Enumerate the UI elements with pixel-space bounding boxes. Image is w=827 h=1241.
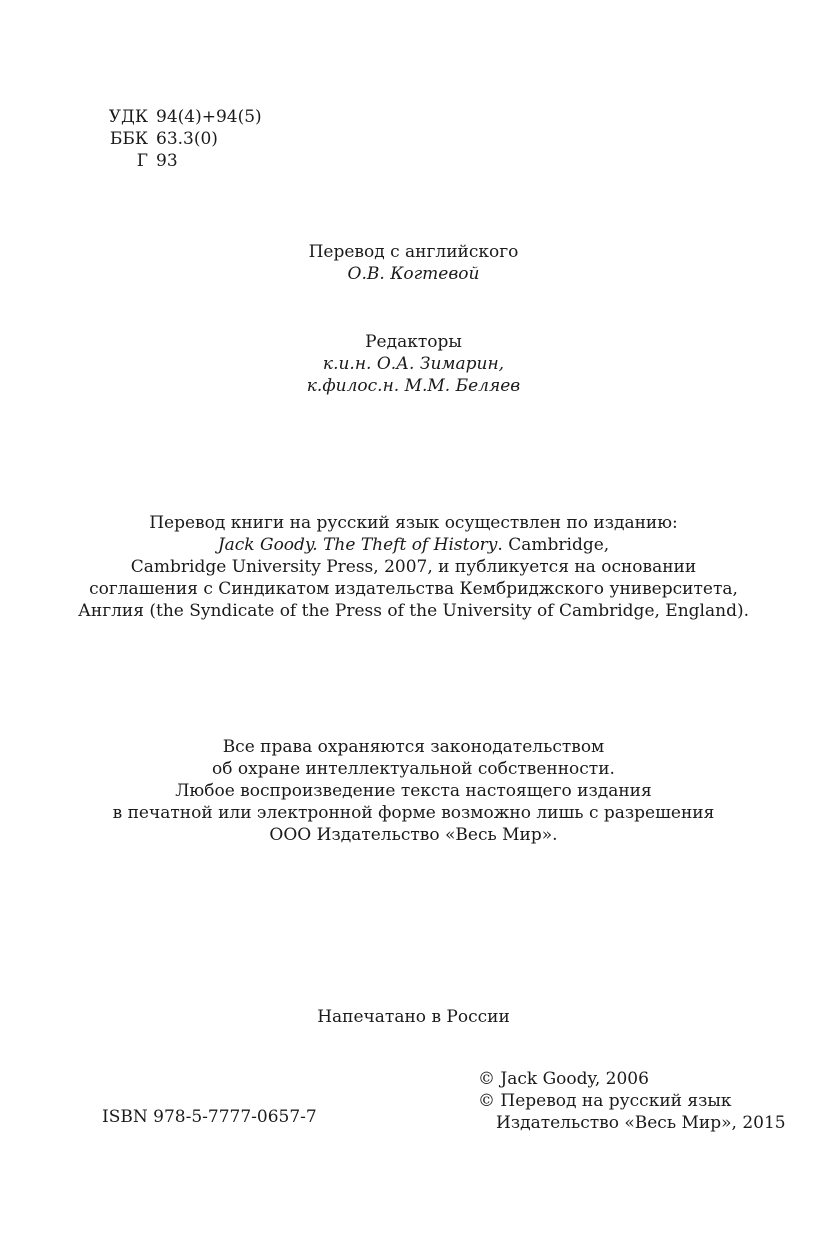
author-mark-label: Г	[136, 151, 148, 171]
copyright-notice	[478, 1068, 786, 1134]
author-mark-row	[102, 150, 262, 172]
source-line: Англия (the Syndicate of the Press of the University of Cambridge, England).	[77, 601, 749, 621]
source-title: Jack Goody. The Theft of History	[217, 535, 498, 555]
printed-in-text: Напечатано в России	[317, 1007, 510, 1027]
rights-line: Все права охраняются законодательством	[222, 737, 605, 757]
source-line: Перевод книги на русский язык осуществлен по изданию:	[149, 513, 678, 533]
bbk-value: 63.3(0)	[156, 129, 218, 149]
source-line: соглашения с Синдикатом издательства Кембриджского университета,	[89, 579, 738, 599]
rights-line: Любое воспроизведение текста настоящего издания	[175, 781, 652, 801]
editor-name: к.филос.н. М.М. Беляев	[306, 376, 521, 396]
bbk-label: ББК	[109, 129, 148, 149]
isbn-text: ISBN 978-5-7777-0657-7	[102, 1107, 317, 1127]
rights-notice	[0, 736, 827, 846]
editors-credit	[0, 331, 827, 397]
isbn	[102, 1106, 317, 1128]
rights-line: в печатной или электронной форме возможно лишь с разрешения	[112, 803, 715, 823]
copyright-line: Издательство «Весь Мир», 2015	[496, 1113, 786, 1133]
udk-label: УДК	[108, 107, 148, 127]
rights-line: ООО Издательство «Весь Мир».	[269, 825, 558, 845]
bbk-row	[102, 128, 262, 150]
source-edition-notice	[0, 512, 827, 622]
udk-value: 94(4)+94(5)	[156, 107, 262, 127]
author-mark-value: 93	[156, 151, 178, 171]
copyright-line: © Jack Goody, 2006	[478, 1069, 649, 1089]
source-line	[0, 534, 827, 556]
source-publisher: . Cambridge,	[497, 535, 610, 555]
classification-codes	[102, 106, 262, 172]
translation-credit	[0, 241, 827, 285]
translation-from: Перевод с английского	[308, 242, 519, 262]
source-line: Cambridge University Press, 2007, и публикуется на основании	[130, 557, 697, 577]
copyright-line: © Перевод на русский язык	[478, 1091, 732, 1111]
printed-in	[0, 1006, 827, 1028]
rights-line: об охране интеллектуальной собственности.	[212, 759, 615, 779]
udk-row	[102, 106, 262, 128]
translator-name: О.В. Когтевой	[347, 264, 480, 284]
editor-name: к.и.н. О.А. Зимарин,	[322, 354, 505, 374]
editors-heading: Редакторы	[365, 332, 462, 352]
